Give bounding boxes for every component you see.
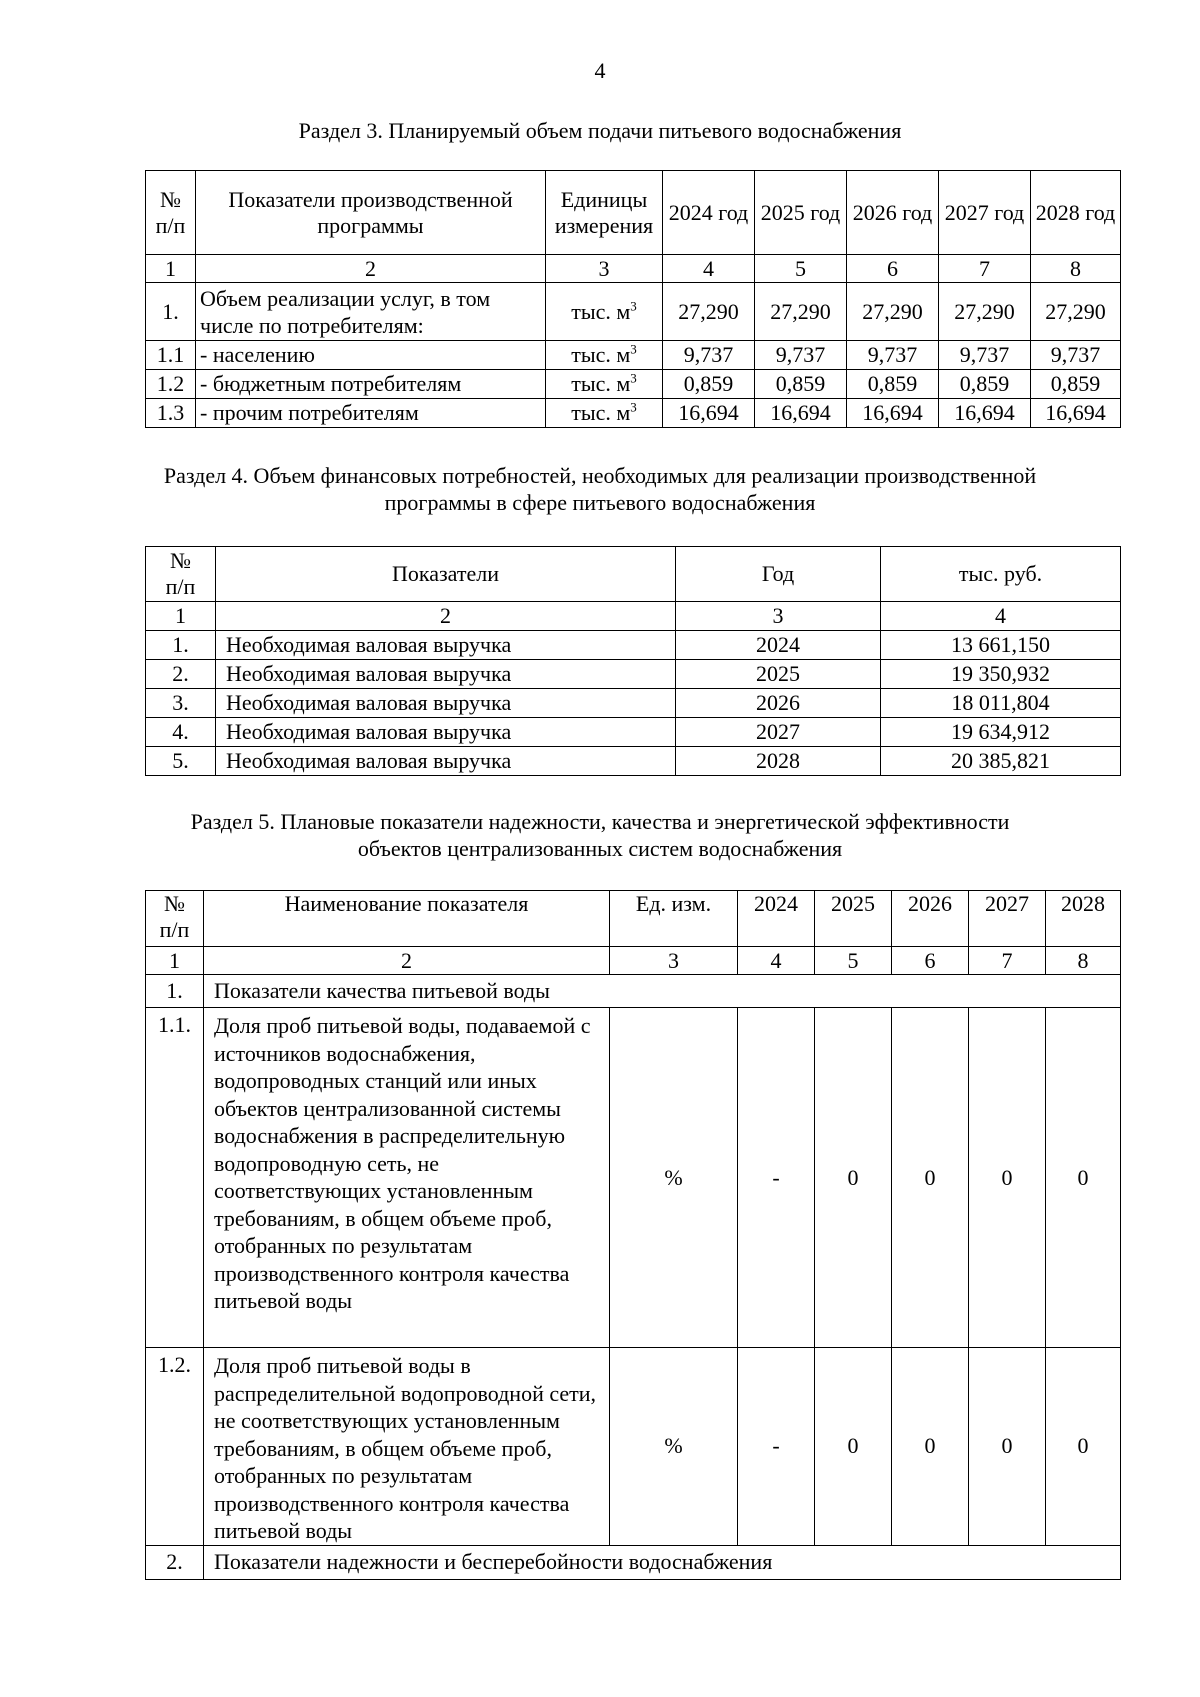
col-number: 2 xyxy=(196,255,546,283)
table-row xyxy=(146,660,1121,689)
header-num: № п/п xyxy=(146,547,216,602)
value-cell: 16,694 xyxy=(755,399,847,428)
header-indicator: Показатели производственной программы xyxy=(196,171,546,255)
row-year: 2024 xyxy=(676,631,881,660)
column-number-row xyxy=(146,947,1121,975)
col-number: 4 xyxy=(738,947,815,975)
table-row xyxy=(146,1348,1121,1546)
unit-sup: 3 xyxy=(630,370,637,386)
row-year: 2028 xyxy=(676,747,881,776)
row-name: Объем реализации услуг, в том числе по потребителям: xyxy=(196,283,546,341)
col-number: 6 xyxy=(847,255,939,283)
unit-sup: 3 xyxy=(630,399,637,415)
section5-title xyxy=(0,808,1200,862)
value-cell: 9,737 xyxy=(939,341,1031,370)
unit-base: тыс. м xyxy=(571,298,631,324)
table-header-row xyxy=(146,171,1121,255)
value-cell: 0 xyxy=(892,1008,969,1348)
value-cell: 27,290 xyxy=(1031,283,1121,341)
table-row xyxy=(146,747,1121,776)
header-amount: тыс. руб. xyxy=(881,547,1121,602)
col-number: 5 xyxy=(815,947,892,975)
header-year: 2024 xyxy=(738,891,815,947)
section5-title-line1: Раздел 5. Плановые показатели надежности, качества и энергетической эффективности xyxy=(190,809,1010,834)
column-number-row xyxy=(146,602,1121,631)
row-num: 1.2 xyxy=(146,370,196,399)
row-num: 1. xyxy=(146,631,216,660)
row-year: 2026 xyxy=(676,689,881,718)
header-year: 2028 xyxy=(1046,891,1121,947)
row-num: 1. xyxy=(146,283,196,341)
value-cell: 9,737 xyxy=(755,341,847,370)
header-year: Год xyxy=(676,547,881,602)
group-row xyxy=(146,1545,1121,1579)
group-name: Показатели качества питьевой воды xyxy=(204,975,1121,1008)
row-num: 2. xyxy=(146,660,216,689)
header-year: 2028 год xyxy=(1031,171,1121,255)
row-value: 13 661,150 xyxy=(881,631,1121,660)
col-number: 3 xyxy=(610,947,738,975)
section4-title xyxy=(0,462,1200,516)
table-header-row xyxy=(146,547,1121,602)
table-row xyxy=(146,399,1121,428)
table-row xyxy=(146,341,1121,370)
unit-base: тыс. м xyxy=(571,342,631,367)
row-name: - населению xyxy=(196,341,546,370)
header-unit: Ед. изм. xyxy=(610,891,738,947)
row-name: - прочим потребителям xyxy=(196,399,546,428)
row-num: 5. xyxy=(146,747,216,776)
value-cell: 0 xyxy=(969,1348,1046,1546)
section3-title: Раздел 3. Планируемый объем подачи питьевого водоснабжения xyxy=(298,118,902,143)
col-number: 3 xyxy=(676,602,881,631)
row-num: 1.2. xyxy=(146,1348,204,1546)
row-name: Доля проб питьевой воды в распределительной водопроводной сети, не соответствующих установленным требованиям, в общем объеме проб, отобранных по результатам производственного контроля качества питьевой воды xyxy=(204,1348,610,1546)
table-row xyxy=(146,370,1121,399)
section3-table xyxy=(145,170,1121,428)
header-year: 2026 xyxy=(892,891,969,947)
row-name: Необходимая валовая выручка xyxy=(216,660,676,689)
value-cell: 27,290 xyxy=(663,283,755,341)
unit-sup: 3 xyxy=(630,341,637,357)
col-number: 3 xyxy=(546,255,663,283)
value-cell: 9,737 xyxy=(847,341,939,370)
value-cell: 16,694 xyxy=(663,399,755,428)
col-number: 1 xyxy=(146,602,216,631)
row-unit xyxy=(546,341,663,370)
value-cell: 0 xyxy=(1046,1348,1121,1546)
value-cell: 27,290 xyxy=(939,283,1031,341)
group-num: 2. xyxy=(146,1545,204,1579)
value-cell: - xyxy=(738,1008,815,1348)
value-cell: 0 xyxy=(1046,1008,1121,1348)
col-number: 1 xyxy=(146,947,204,975)
row-name: - бюджетным потребителям xyxy=(196,370,546,399)
value-cell: 9,737 xyxy=(663,341,755,370)
col-number: 7 xyxy=(969,947,1046,975)
value-cell: 27,290 xyxy=(755,283,847,341)
table-row xyxy=(146,718,1121,747)
header-year: 2024 год xyxy=(663,171,755,255)
table-row xyxy=(146,631,1121,660)
row-name: Необходимая валовая выручка xyxy=(216,689,676,718)
header-num: № п/п xyxy=(146,891,204,947)
section4-title-line2: программы в сфере питьевого водоснабжения xyxy=(384,490,816,515)
unit-base: тыс. м xyxy=(571,371,631,396)
section4-title-line1: Раздел 4. Объем финансовых потребностей, необходимых для реализации производственной xyxy=(163,463,1037,488)
section4-table xyxy=(145,546,1121,776)
row-year: 2025 xyxy=(676,660,881,689)
col-number: 6 xyxy=(892,947,969,975)
table-row xyxy=(146,283,1121,341)
value-cell: 0 xyxy=(969,1008,1046,1348)
section5-title-line2: объектов централизованных систем водоснабжения xyxy=(357,836,843,861)
value-cell: 16,694 xyxy=(1031,399,1121,428)
value-cell: 16,694 xyxy=(847,399,939,428)
row-name: Необходимая валовая выручка xyxy=(216,747,676,776)
row-name: Доля проб питьевой воды, подаваемой с источников водоснабжения, водопроводных станций или иных объектов централизованной системы водоснабжения в распределительную водопроводную сеть, не соответствующих установленным требованиям, в общем объеме проб, отобранных по результатам производственного контроля качества питьевой воды xyxy=(204,1008,610,1348)
page-number: 4 xyxy=(594,58,606,83)
header-year: 2025 xyxy=(815,891,892,947)
unit-sup: 3 xyxy=(630,298,637,314)
row-num: 1.3 xyxy=(146,399,196,428)
col-number: 4 xyxy=(881,602,1121,631)
header-units: Единицы измерения xyxy=(546,171,663,255)
row-value: 19 350,932 xyxy=(881,660,1121,689)
col-number: 8 xyxy=(1031,255,1121,283)
row-value: 20 385,821 xyxy=(881,747,1121,776)
col-number: 1 xyxy=(146,255,196,283)
row-value: 19 634,912 xyxy=(881,718,1121,747)
value-cell: 0 xyxy=(815,1008,892,1348)
row-unit: % xyxy=(610,1008,738,1348)
value-cell: - xyxy=(738,1348,815,1546)
value-cell: 0,859 xyxy=(847,370,939,399)
row-unit xyxy=(546,370,663,399)
col-number: 5 xyxy=(755,255,847,283)
header-indicator-name: Наименование показателя xyxy=(204,891,610,947)
group-row xyxy=(146,975,1121,1008)
value-cell: 0 xyxy=(815,1348,892,1546)
value-cell: 0,859 xyxy=(755,370,847,399)
value-cell: 27,290 xyxy=(847,283,939,341)
row-name: Необходимая валовая выручка xyxy=(216,631,676,660)
row-num: 1.1. xyxy=(146,1008,204,1348)
col-number: 2 xyxy=(204,947,610,975)
section5-table xyxy=(145,890,1121,1580)
col-number: 2 xyxy=(216,602,676,631)
group-num: 1. xyxy=(146,975,204,1008)
group-name: Показатели надежности и бесперебойности водоснабжения xyxy=(204,1545,1121,1579)
row-num: 3. xyxy=(146,689,216,718)
row-year: 2027 xyxy=(676,718,881,747)
header-year: 2026 год xyxy=(847,171,939,255)
column-number-row xyxy=(146,255,1121,283)
value-cell: 0 xyxy=(892,1348,969,1546)
col-number: 8 xyxy=(1046,947,1121,975)
header-indicator: Показатели xyxy=(216,547,676,602)
value-cell: 0,859 xyxy=(1031,370,1121,399)
col-number: 4 xyxy=(663,255,755,283)
value-cell: 9,737 xyxy=(1031,341,1121,370)
unit-base: тыс. м xyxy=(571,400,631,425)
row-num: 1.1 xyxy=(146,341,196,370)
value-cell: 0,859 xyxy=(939,370,1031,399)
table-row xyxy=(146,1008,1121,1348)
row-unit xyxy=(546,283,663,341)
value-cell: 16,694 xyxy=(939,399,1031,428)
header-year: 2027 год xyxy=(939,171,1031,255)
value-cell: 0,859 xyxy=(663,370,755,399)
col-number: 7 xyxy=(939,255,1031,283)
row-name: Необходимая валовая выручка xyxy=(216,718,676,747)
row-num: 4. xyxy=(146,718,216,747)
table-row xyxy=(146,689,1121,718)
header-num: № п/п xyxy=(146,171,196,255)
row-unit: % xyxy=(610,1348,738,1546)
table-header-row xyxy=(146,891,1121,947)
header-year: 2025 год xyxy=(755,171,847,255)
header-year: 2027 xyxy=(969,891,1046,947)
row-unit xyxy=(546,399,663,428)
row-value: 18 011,804 xyxy=(881,689,1121,718)
